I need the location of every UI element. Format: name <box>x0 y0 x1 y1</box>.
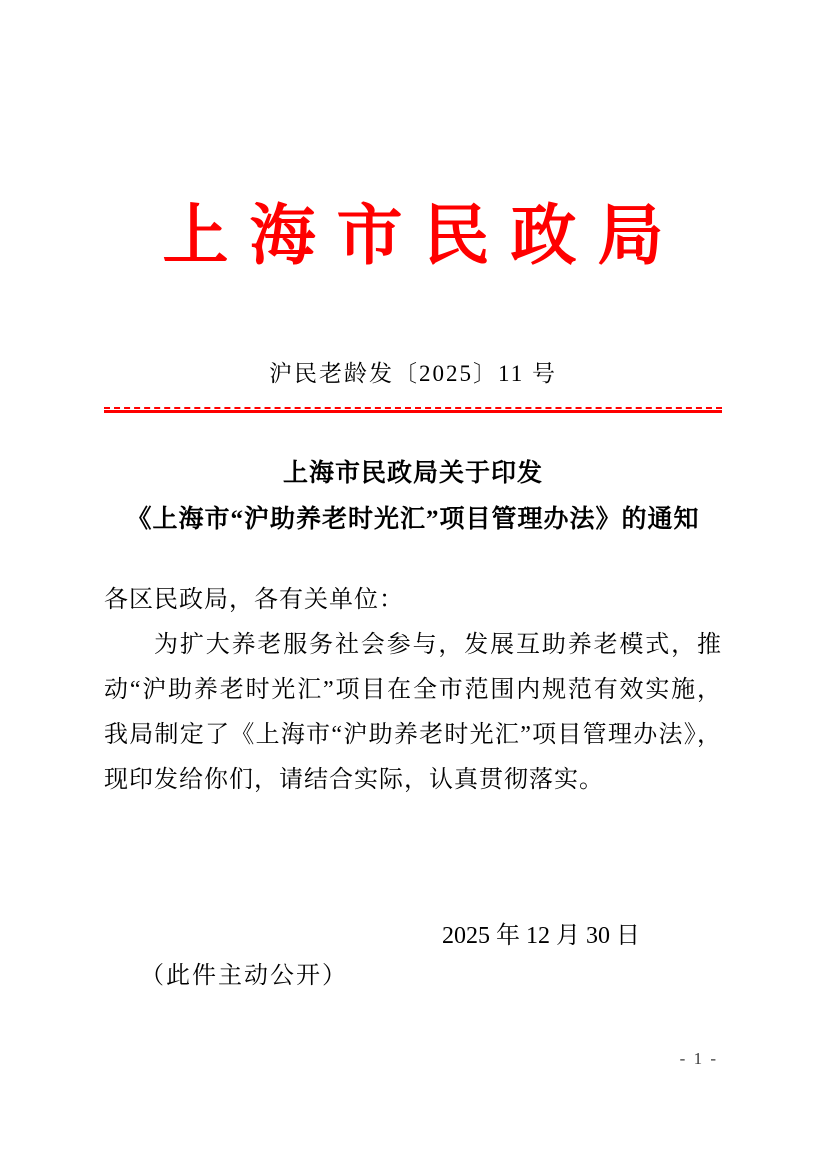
body-paragraph: 为扩大养老服务社会参与，发展互助养老模式，推动“沪助养老时光汇”项目在全市范围内规范有效实施，我局制定了《上海市“沪助养老时光汇”项目管理办法》，现印发给你们，请结合实际，认真贯彻落实。 <box>104 632 722 793</box>
red-separator-line <box>104 407 722 413</box>
issue-date: 2025 年 12 月 30 日 <box>442 923 640 949</box>
red-separator-dashed-edge <box>104 407 722 409</box>
notice-body <box>104 578 722 803</box>
notice-title-line2: 《上海市“沪助养老时光汇”项目管理办法》的通知 <box>126 506 700 533</box>
notice-title <box>0 451 826 543</box>
red-separator-solid-bar <box>104 410 722 413</box>
page-number: - 1 - <box>679 1049 718 1068</box>
disclosure-note: （此件主动公开） <box>140 963 348 989</box>
agency-name: 上海市民政局 <box>162 200 685 273</box>
notice-title-line1: 上海市民政局关于印发 <box>282 460 543 487</box>
salutation: 各区民政局，各有关单位： <box>104 587 404 613</box>
document-number: 沪民老龄发〔2025〕11 号 <box>269 361 557 386</box>
